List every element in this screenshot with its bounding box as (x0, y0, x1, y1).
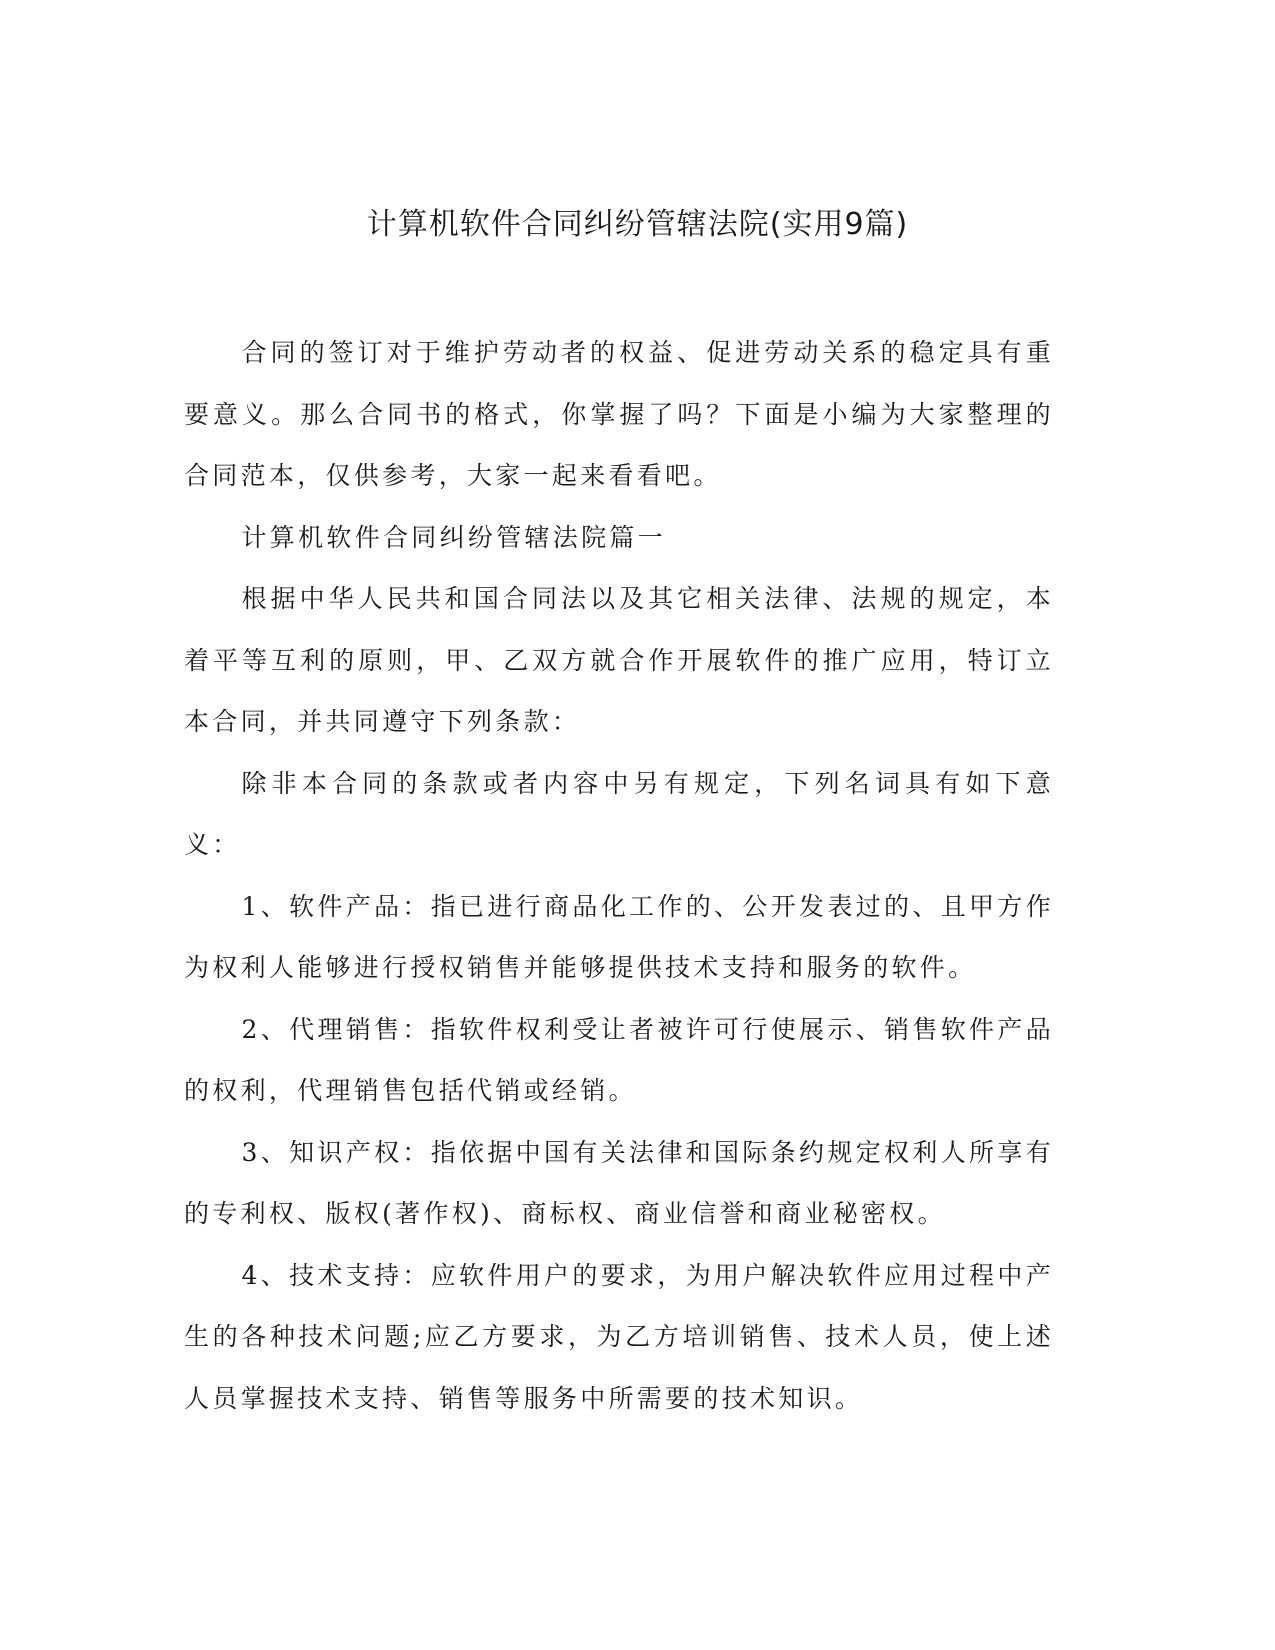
definition-item-1: 1、软件产品：指已进行商品化工作的、公开发表过的、且甲方作为权利人能够进行授权销售并能够提供技术支持和服务的软件。 (184, 891, 1054, 982)
definition-item-2: 2、代理销售：指软件权利受让者被许可行使展示、销售软件产品的权利，代理销售包括代销或经销。 (184, 1014, 1054, 1105)
definition-item-4: 4、技术支持：应软件用户的要求，为用户解决软件应用过程中产生的各种技术问题;应乙方要求，为乙方培训销售、技术人员，使上述人员掌握技术支持、销售等服务中所需要的技术知识。 (184, 1260, 1054, 1413)
document-title: 计算机软件合同纠纷管辖法院(实用9篇) (366, 207, 909, 242)
section-heading: 计算机软件合同纠纷管辖法院篇一 (241, 522, 667, 552)
document-body (184, 322, 1054, 1429)
definitions-intro-paragraph: 除非本合同的条款或者内容中另有规定，下列名词具有如下意义： (184, 768, 1054, 859)
intro-paragraph: 合同的签订对于维护劳动者的权益、促进劳动关系的稳定具有重要意义。那么合同书的格式，你掌握了吗？下面是小编为大家整理的合同范本，仅供参考，大家一起来看看吧。 (184, 338, 1054, 490)
preamble-paragraph: 根据中华人民共和国合同法以及其它相关法律、法规的规定，本着平等互利的原则，甲、乙双方就合作开展软件的推广应用，特订立本合同，并共同遵守下列条款： (184, 584, 1054, 736)
definition-item-3: 3、知识产权：指依据中国有关法律和国际条约规定权利人所享有的专利权、版权(著作权)、商标权、商业信誉和商业秘密权。 (184, 1137, 1054, 1228)
